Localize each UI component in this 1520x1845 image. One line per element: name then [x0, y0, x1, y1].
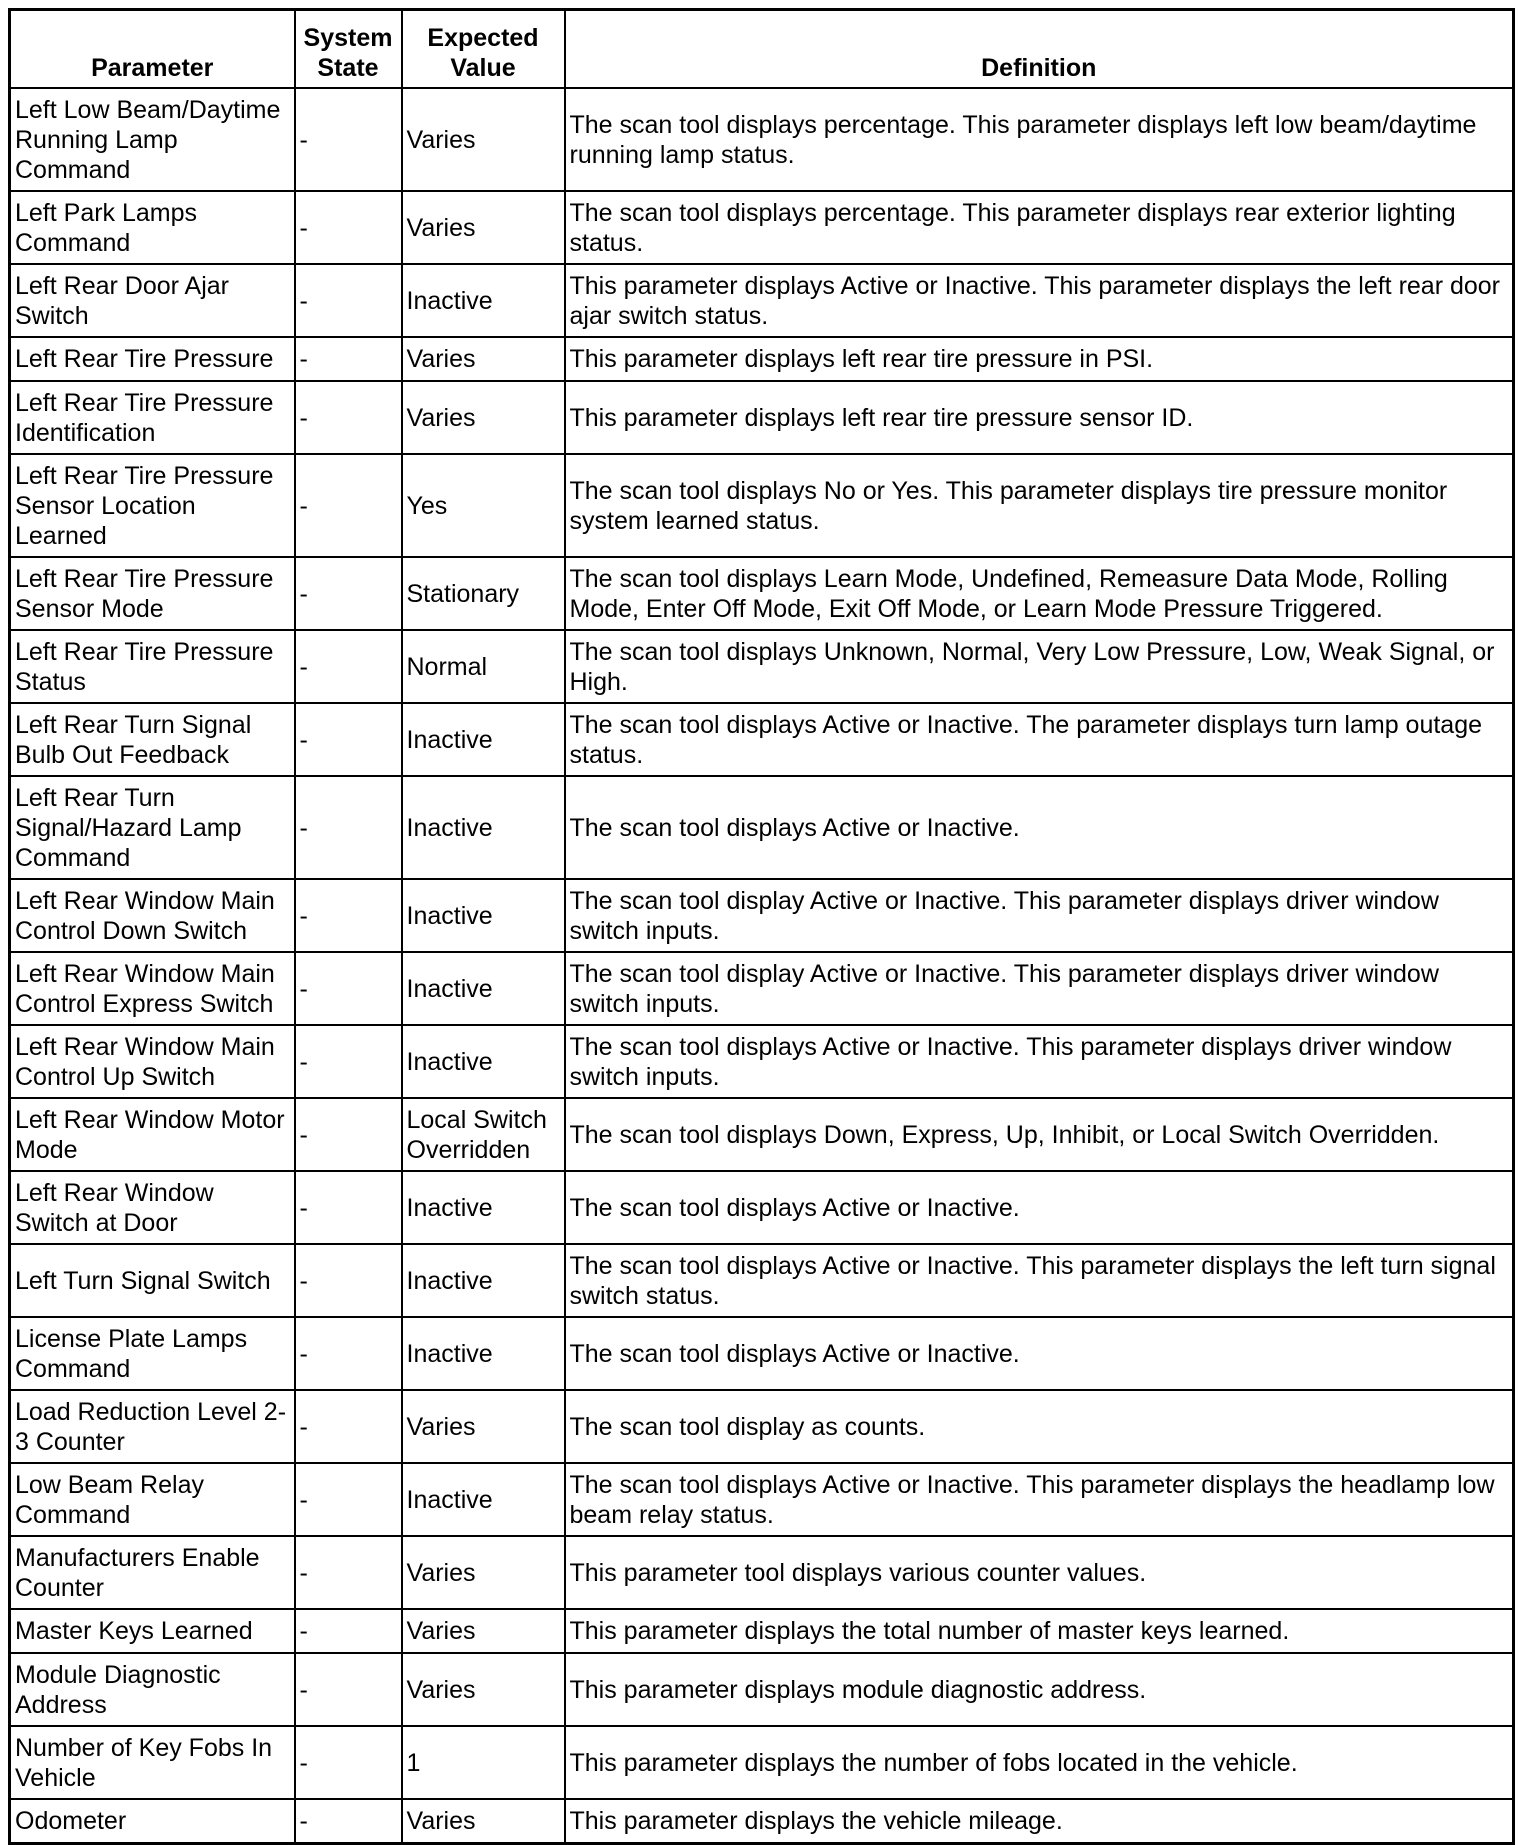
- parameter-cell: Left Park Lamps Command: [10, 191, 295, 264]
- header-parameter: Parameter: [10, 10, 295, 89]
- parameter-cell: Left Rear Window Main Control Express Switch: [10, 952, 295, 1025]
- table-row: [10, 1244, 1514, 1317]
- parameter-cell: Left Rear Turn Signal/Hazard Lamp Command: [10, 776, 295, 879]
- parameter-cell: Manufacturers Enable Counter: [10, 1536, 295, 1609]
- system-state-cell: -: [295, 879, 402, 952]
- parameter-cell: License Plate Lamps Command: [10, 1317, 295, 1390]
- expected-value-cell: Inactive: [402, 703, 565, 776]
- definition-cell: The scan tool displays Active or Inactive.: [565, 1171, 1514, 1244]
- expected-value-cell: Yes: [402, 454, 565, 557]
- system-state-cell: -: [295, 1098, 402, 1171]
- parameter-cell: Left Rear Tire Pressure Sensor Location Learned: [10, 454, 295, 557]
- system-state-cell: -: [295, 630, 402, 703]
- expected-value-cell: Varies: [402, 191, 565, 264]
- definition-cell: The scan tool displays Active or Inactive. This parameter displays the headlamp low beam relay status.: [565, 1463, 1514, 1536]
- parameter-cell: Left Rear Tire Pressure Identification: [10, 381, 295, 454]
- definition-cell: This parameter displays the number of fobs located in the vehicle.: [565, 1726, 1514, 1799]
- system-state-cell: -: [295, 1463, 402, 1536]
- expected-value-cell: Varies: [402, 1609, 565, 1653]
- system-state-cell: -: [295, 454, 402, 557]
- definition-cell: This parameter displays module diagnostic address.: [565, 1653, 1514, 1726]
- definition-cell: This parameter displays left rear tire pressure sensor ID.: [565, 381, 1514, 454]
- expected-value-cell: Varies: [402, 337, 565, 381]
- expected-value-cell: Inactive: [402, 776, 565, 879]
- definition-cell: The scan tool displays Active or Inactive. This parameter displays driver window switch inputs.: [565, 1025, 1514, 1098]
- system-state-cell: -: [295, 1244, 402, 1317]
- table-row: [10, 1171, 1514, 1244]
- expected-value-cell: Inactive: [402, 1171, 565, 1244]
- table-row: [10, 879, 1514, 952]
- definition-cell: This parameter displays Active or Inactive. This parameter displays the left rear door ajar switch status.: [565, 264, 1514, 337]
- table-row: [10, 1098, 1514, 1171]
- definition-cell: This parameter tool displays various counter values.: [565, 1536, 1514, 1609]
- definition-cell: This parameter displays the total number of master keys learned.: [565, 1609, 1514, 1653]
- expected-value-cell: Varies: [402, 88, 565, 191]
- expected-value-cell: Inactive: [402, 264, 565, 337]
- expected-value-cell: Stationary: [402, 557, 565, 630]
- table-row: [10, 454, 1514, 557]
- system-state-cell: -: [295, 381, 402, 454]
- table-row: [10, 703, 1514, 776]
- definition-cell: The scan tool display Active or Inactive. This parameter displays driver window switch inputs.: [565, 879, 1514, 952]
- expected-value-cell: Inactive: [402, 1317, 565, 1390]
- system-state-cell: -: [295, 1025, 402, 1098]
- system-state-cell: -: [295, 952, 402, 1025]
- table-row: [10, 1390, 1514, 1463]
- definition-cell: The scan tool display as counts.: [565, 1390, 1514, 1463]
- table-row: [10, 557, 1514, 630]
- table-row: [10, 952, 1514, 1025]
- expected-value-cell: Inactive: [402, 1463, 565, 1536]
- table-row: [10, 1609, 1514, 1653]
- expected-value-cell: 1: [402, 1726, 565, 1799]
- system-state-cell: -: [295, 1799, 402, 1844]
- parameter-cell: Left Turn Signal Switch: [10, 1244, 295, 1317]
- system-state-cell: -: [295, 1726, 402, 1799]
- table-row: [10, 88, 1514, 191]
- parameter-cell: Left Rear Turn Signal Bulb Out Feedback: [10, 703, 295, 776]
- parameter-cell: Left Rear Tire Pressure: [10, 337, 295, 381]
- expected-value-cell: Varies: [402, 1653, 565, 1726]
- definition-cell: The scan tool displays Active or Inactive. This parameter displays the left turn signal switch status.: [565, 1244, 1514, 1317]
- definition-cell: The scan tool displays Active or Inactive.: [565, 1317, 1514, 1390]
- system-state-cell: -: [295, 1536, 402, 1609]
- definition-cell: The scan tool displays No or Yes. This parameter displays tire pressure monitor system learned status.: [565, 454, 1514, 557]
- system-state-cell: -: [295, 337, 402, 381]
- parameter-cell: Left Rear Window Main Control Up Switch: [10, 1025, 295, 1098]
- table-row: [10, 1536, 1514, 1609]
- table-row: [10, 337, 1514, 381]
- header-system-state: System State: [295, 10, 402, 89]
- header-definition: Definition: [565, 10, 1514, 89]
- system-state-cell: -: [295, 1317, 402, 1390]
- expected-value-cell: Inactive: [402, 1025, 565, 1098]
- table-row: [10, 1653, 1514, 1726]
- expected-value-cell: Inactive: [402, 879, 565, 952]
- parameter-cell: Left Rear Window Main Control Down Switch: [10, 879, 295, 952]
- parameter-cell: Module Diagnostic Address: [10, 1653, 295, 1726]
- parameter-cell: Left Rear Window Switch at Door: [10, 1171, 295, 1244]
- definition-cell: The scan tool displays Active or Inactive. The parameter displays turn lamp outage status.: [565, 703, 1514, 776]
- definition-cell: The scan tool displays Active or Inactive.: [565, 776, 1514, 879]
- table-row: [10, 264, 1514, 337]
- parameter-cell: Left Rear Tire Pressure Status: [10, 630, 295, 703]
- table-row: [10, 1317, 1514, 1390]
- expected-value-cell: Varies: [402, 1799, 565, 1844]
- definition-cell: The scan tool display Active or Inactive. This parameter displays driver window switch inputs.: [565, 952, 1514, 1025]
- parameter-cell: Low Beam Relay Command: [10, 1463, 295, 1536]
- expected-value-cell: Varies: [402, 1390, 565, 1463]
- parameter-cell: Number of Key Fobs In Vehicle: [10, 1726, 295, 1799]
- table-header-row: [10, 10, 1514, 89]
- table-row: [10, 1463, 1514, 1536]
- definition-cell: The scan tool displays Learn Mode, Undefined, Remeasure Data Mode, Rolling Mode, Enter Off Mode, Exit Off Mode, or Learn Mode Pressure Triggered.: [565, 557, 1514, 630]
- system-state-cell: -: [295, 1609, 402, 1653]
- definition-cell: This parameter displays the vehicle mileage.: [565, 1799, 1514, 1844]
- table-row: [10, 191, 1514, 264]
- parameter-cell: Left Rear Door Ajar Switch: [10, 264, 295, 337]
- definition-cell: The scan tool displays percentage. This parameter displays left low beam/daytime running lamp status.: [565, 88, 1514, 191]
- system-state-cell: -: [295, 557, 402, 630]
- system-state-cell: -: [295, 88, 402, 191]
- expected-value-cell: Inactive: [402, 1244, 565, 1317]
- table-row: [10, 1726, 1514, 1799]
- parameter-cell: Left Low Beam/Daytime Running Lamp Command: [10, 88, 295, 191]
- system-state-cell: -: [295, 1390, 402, 1463]
- definition-cell: The scan tool displays percentage. This parameter displays rear exterior lighting status.: [565, 191, 1514, 264]
- parameter-cell: Master Keys Learned: [10, 1609, 295, 1653]
- expected-value-cell: Normal: [402, 630, 565, 703]
- header-expected-value: Expected Value: [402, 10, 565, 89]
- table-row: [10, 776, 1514, 879]
- system-state-cell: -: [295, 191, 402, 264]
- table-row: [10, 381, 1514, 454]
- system-state-cell: -: [295, 1171, 402, 1244]
- table-row: [10, 630, 1514, 703]
- expected-value-cell: Inactive: [402, 952, 565, 1025]
- parameter-cell: Left Rear Window Motor Mode: [10, 1098, 295, 1171]
- system-state-cell: -: [295, 703, 402, 776]
- table-row: [10, 1799, 1514, 1844]
- parameter-table-container: [8, 8, 1512, 1845]
- definition-cell: The scan tool displays Unknown, Normal, Very Low Pressure, Low, Weak Signal, or High.: [565, 630, 1514, 703]
- system-state-cell: -: [295, 1653, 402, 1726]
- parameter-cell: Odometer: [10, 1799, 295, 1844]
- definition-cell: The scan tool displays Down, Express, Up, Inhibit, or Local Switch Overridden.: [565, 1098, 1514, 1171]
- parameter-table: [8, 8, 1515, 1845]
- expected-value-cell: Local Switch Overridden: [402, 1098, 565, 1171]
- parameter-cell: Left Rear Tire Pressure Sensor Mode: [10, 557, 295, 630]
- expected-value-cell: Varies: [402, 1536, 565, 1609]
- expected-value-cell: Varies: [402, 381, 565, 454]
- table-row: [10, 1025, 1514, 1098]
- definition-cell: This parameter displays left rear tire pressure in PSI.: [565, 337, 1514, 381]
- parameter-cell: Load Reduction Level 2-3 Counter: [10, 1390, 295, 1463]
- system-state-cell: -: [295, 776, 402, 879]
- system-state-cell: -: [295, 264, 402, 337]
